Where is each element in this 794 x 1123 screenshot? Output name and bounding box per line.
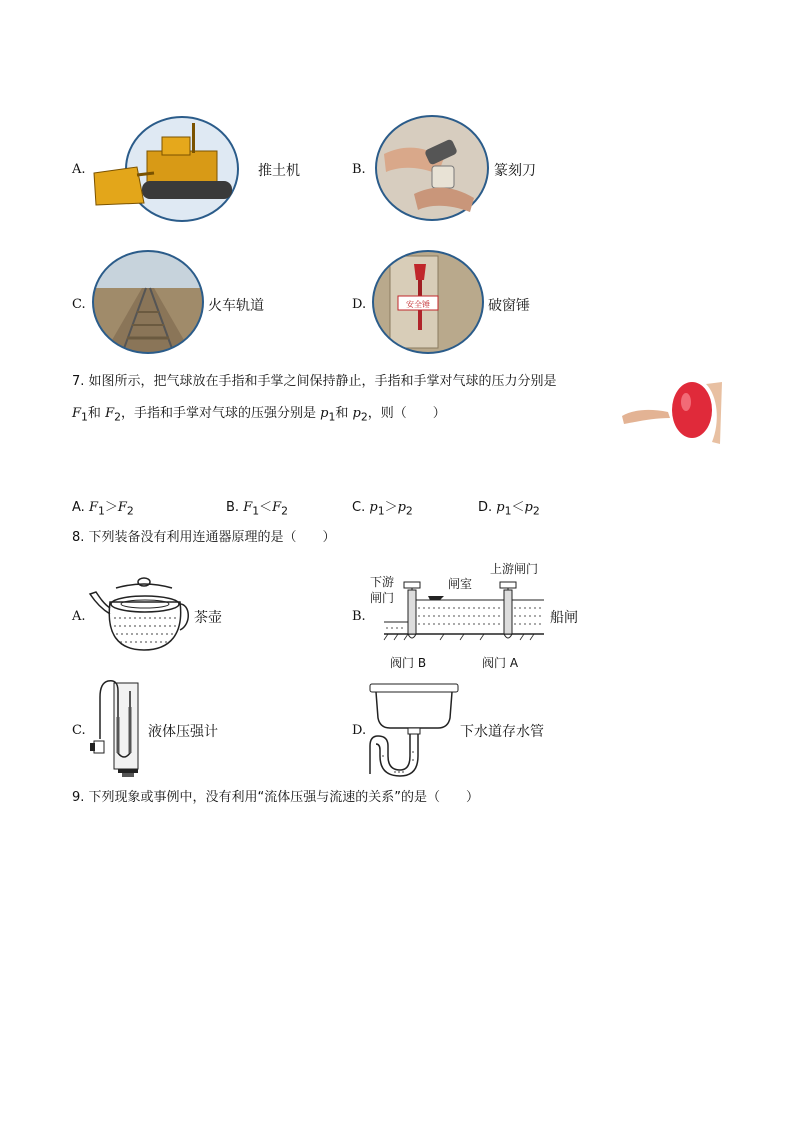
ship-lock-chamber-label: 闸室 — [448, 577, 473, 591]
pressure-gauge-figure — [88, 677, 144, 779]
teapot-figure — [88, 574, 192, 654]
q9-stem: 9. 下列现象或事例中，没有利用“流体压强与流速的关系”的是（ ） — [72, 790, 480, 805]
q7-option-d[interactable]: D. $p_1<p_2$ — [478, 500, 540, 518]
option-c-caption: 火车轨道 — [208, 298, 264, 314]
bulldozer-image — [92, 115, 252, 223]
option-a-letter: A. — [72, 162, 86, 177]
q7-option-b[interactable]: B. $F_1<F_2$ — [226, 500, 289, 518]
balloon-hand-figure — [622, 378, 722, 446]
carving-knife-image — [374, 114, 490, 222]
q8-option-b-caption: 船闸 — [550, 610, 578, 626]
q8-option-c-letter: C. — [72, 723, 86, 738]
ship-lock-downstream-label: 下游 — [370, 575, 395, 589]
ship-lock-upstream-gate-label: 上游闸门 — [490, 562, 539, 576]
q8-option-d-letter: D. — [352, 723, 367, 738]
ship-lock-gate-left-label: 闸门 — [370, 591, 395, 605]
q7-stem-line2: $F_1$和 $F_2$，手指和手掌对气球的压强分别是 $p_1$和 $p_2$，则（ ） — [72, 406, 446, 424]
option-d-caption: 破窗锤 — [488, 298, 530, 314]
q7-stem-line1: 7. 如图所示，把气球放在手指和手掌之间保持静止，手指和手掌对气球的压力分别是 — [72, 374, 557, 389]
q8-option-c-caption: 液体压强计 — [148, 724, 218, 740]
option-a-caption: 推土机 — [258, 163, 300, 179]
q8-stem: 8. 下列装备没有利用连通器原理的是（ ） — [72, 530, 336, 545]
option-d-letter: D. — [352, 297, 367, 312]
drain-trap-figure — [368, 682, 460, 778]
ship-lock-figure — [384, 578, 544, 654]
q8-option-a-letter: A. — [72, 609, 86, 624]
hammer-sign-text: 安全锤 — [406, 300, 430, 309]
q7-option-c[interactable]: C. $p_1>p_2$ — [352, 500, 413, 518]
safety-hammer-image — [372, 250, 484, 354]
q8-option-d-caption: 下水道存水管 — [460, 724, 544, 740]
railway-track-image — [92, 250, 204, 354]
ship-lock-valve-a-label: 阀门 A — [482, 656, 519, 670]
q8-option-b-letter: B. — [352, 609, 366, 624]
q7-option-a[interactable]: A. $F_1>F_2$ — [72, 500, 134, 518]
option-b-letter: B. — [352, 162, 366, 177]
option-c-letter: C. — [72, 297, 86, 312]
option-b-caption: 篆刻刀 — [494, 163, 536, 179]
ship-lock-valve-b-label: 阀门 B — [390, 656, 427, 670]
q8-option-a-caption: 茶壶 — [194, 610, 222, 626]
